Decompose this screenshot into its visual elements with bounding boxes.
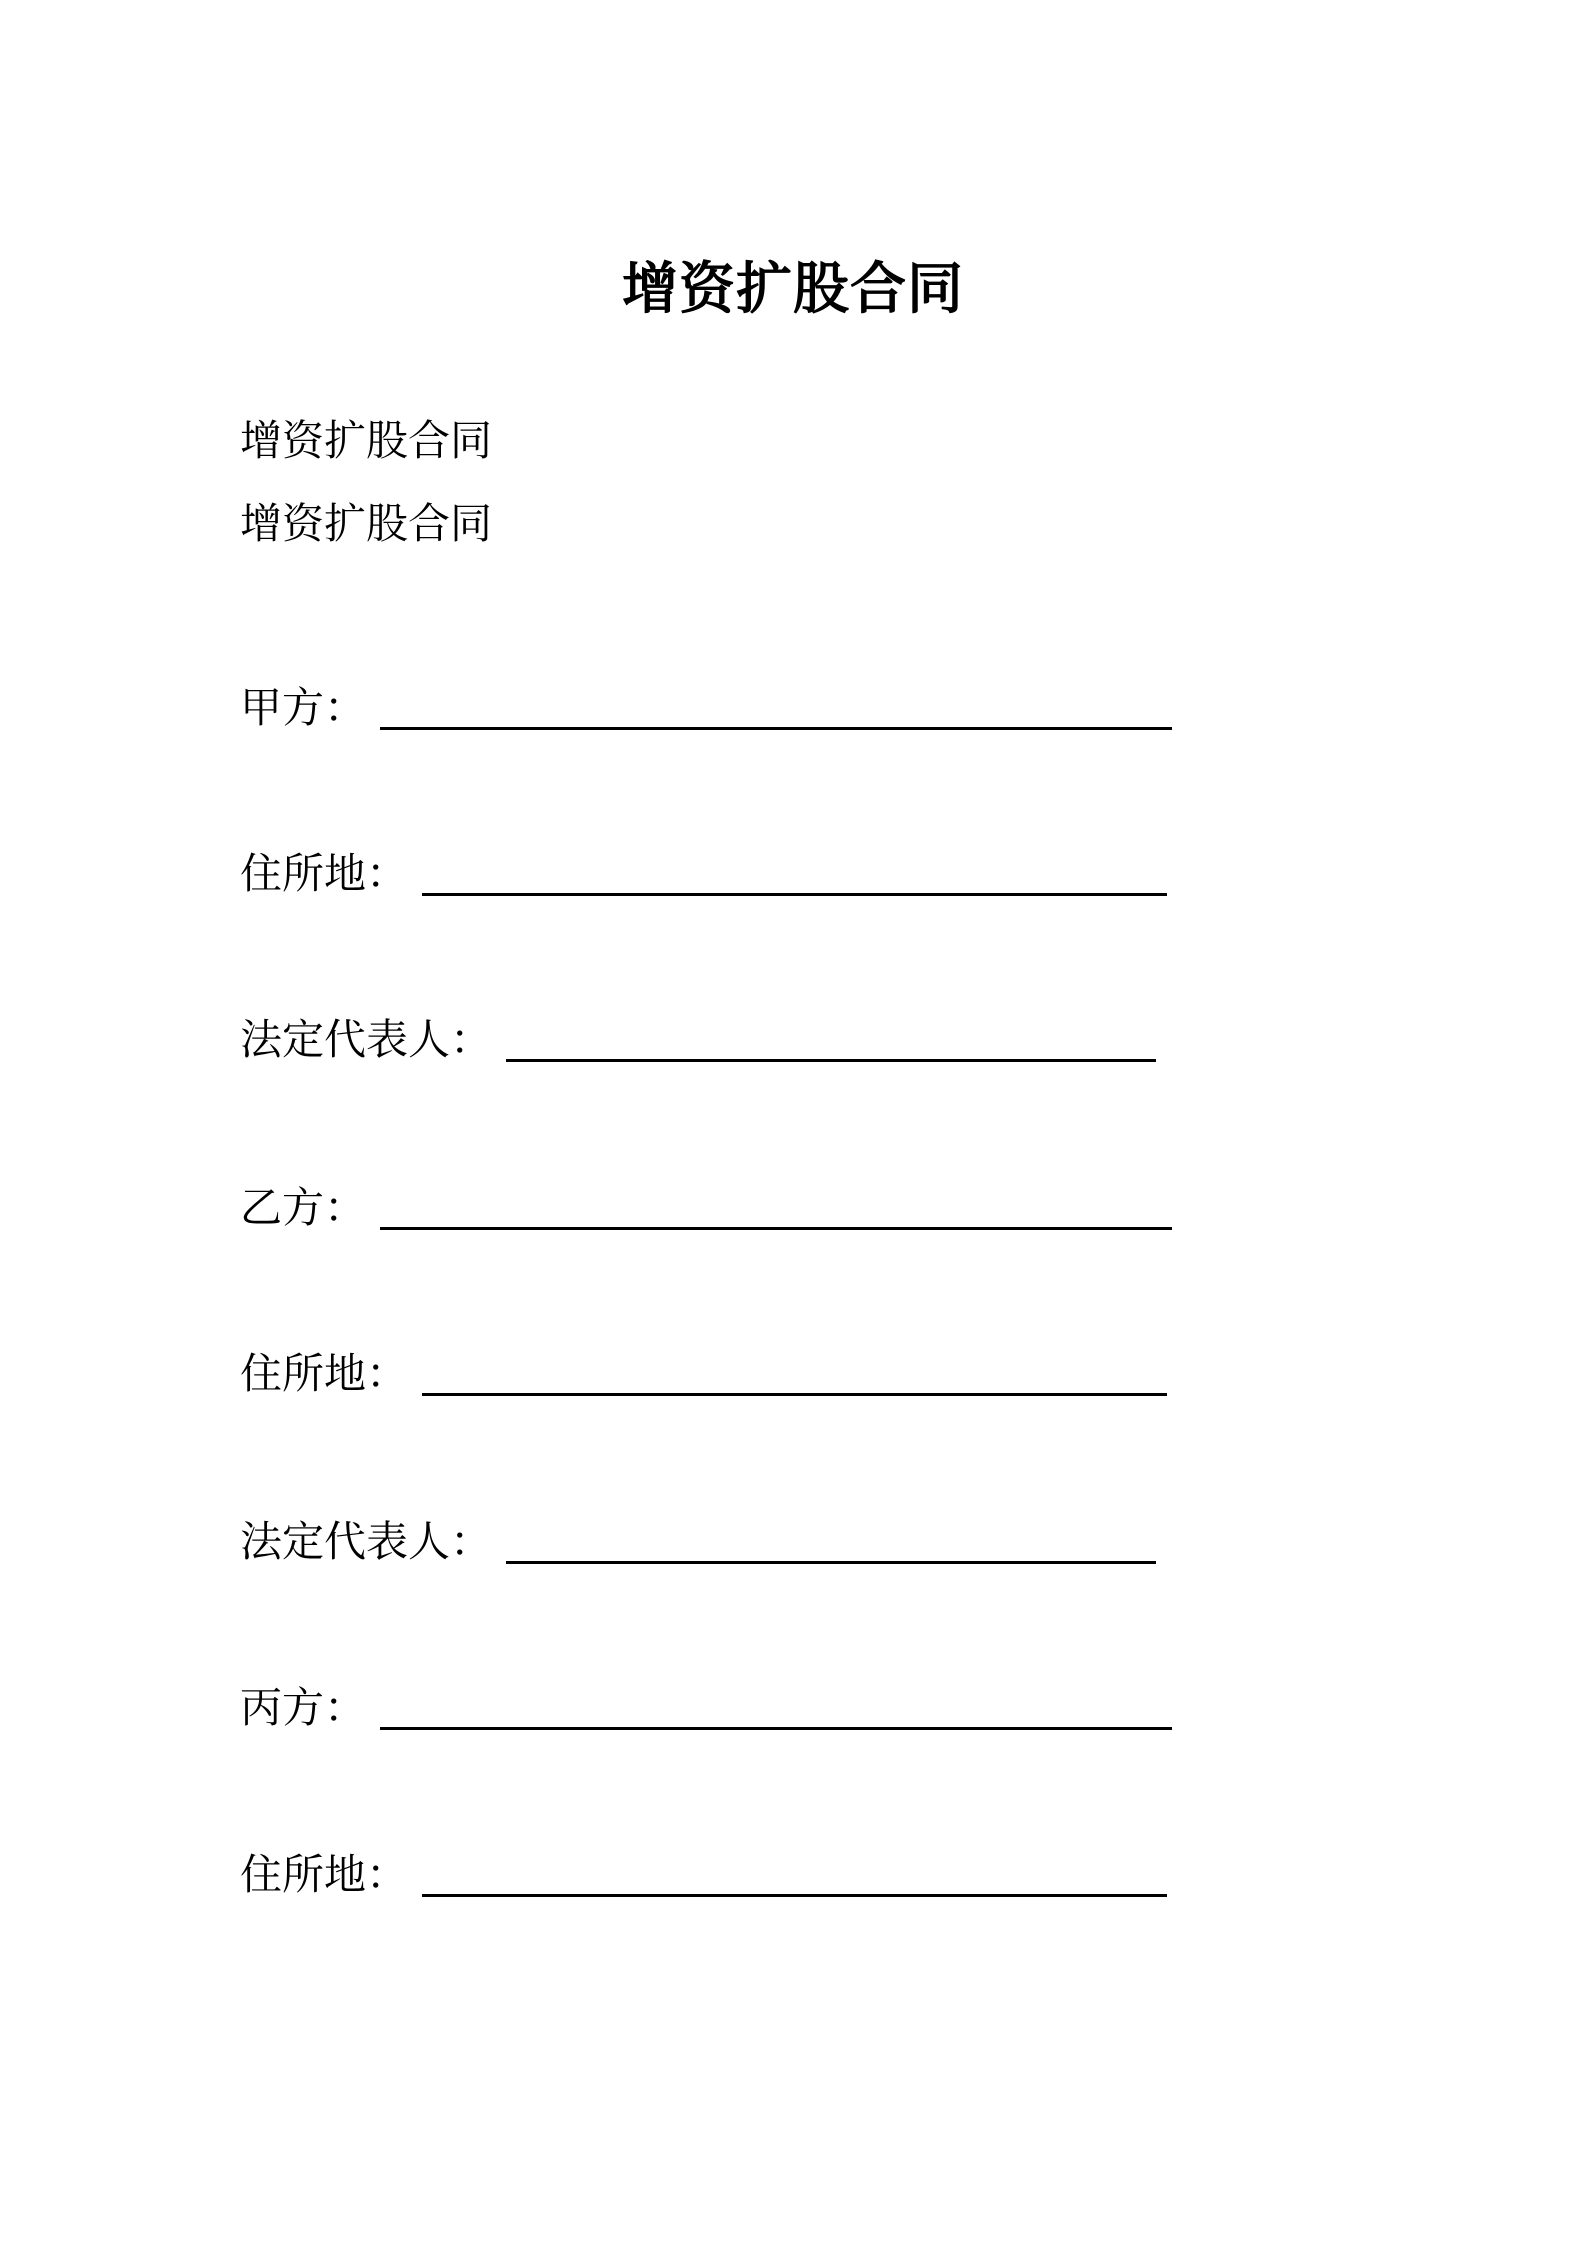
party-c-label: 丙方 — [240, 1683, 325, 1732]
field-colon: ： — [366, 849, 409, 898]
field-colon: ： — [450, 1517, 493, 1566]
party-a-blank-line[interactable] — [380, 727, 1172, 730]
party-b-representative-label: 法定代表人 — [240, 1517, 451, 1566]
party-c-field — [240, 1676, 1172, 1736]
document-subtitle: 增资扩股合同 — [240, 416, 493, 465]
party-b-address-label: 住所地 — [240, 1349, 367, 1398]
party-b-blank-line[interactable] — [380, 1227, 1172, 1230]
party-b-representative-blank-line[interactable] — [506, 1561, 1156, 1564]
field-colon: ： — [324, 683, 367, 732]
party-a-representative-field — [240, 1008, 1156, 1068]
field-colon: ： — [366, 1850, 409, 1899]
party-b-label: 乙方 — [240, 1183, 325, 1232]
party-b-address-field — [240, 1342, 1167, 1402]
document-subtitle: 增资扩股合同 — [240, 499, 493, 548]
party-c-blank-line[interactable] — [380, 1727, 1172, 1730]
document-title: 增资扩股合同 — [622, 257, 964, 322]
party-b-field — [240, 1176, 1172, 1236]
party-c-address-field — [240, 1843, 1167, 1903]
party-a-address-blank-line[interactable] — [422, 893, 1167, 896]
field-colon: ： — [324, 1183, 367, 1232]
party-b-address-blank-line[interactable] — [422, 1393, 1167, 1396]
party-a-label: 甲方 — [240, 683, 325, 732]
field-colon: ： — [366, 1349, 409, 1398]
party-c-address-blank-line[interactable] — [422, 1894, 1167, 1897]
party-c-address-label: 住所地 — [240, 1850, 367, 1899]
field-colon: ： — [450, 1015, 493, 1064]
party-a-field — [240, 676, 1172, 736]
party-a-address-label: 住所地 — [240, 849, 367, 898]
field-colon: ： — [324, 1683, 367, 1732]
party-a-representative-blank-line[interactable] — [506, 1059, 1156, 1062]
party-a-representative-label: 法定代表人 — [240, 1015, 451, 1064]
party-a-address-field — [240, 842, 1167, 902]
party-b-representative-field — [240, 1510, 1156, 1570]
